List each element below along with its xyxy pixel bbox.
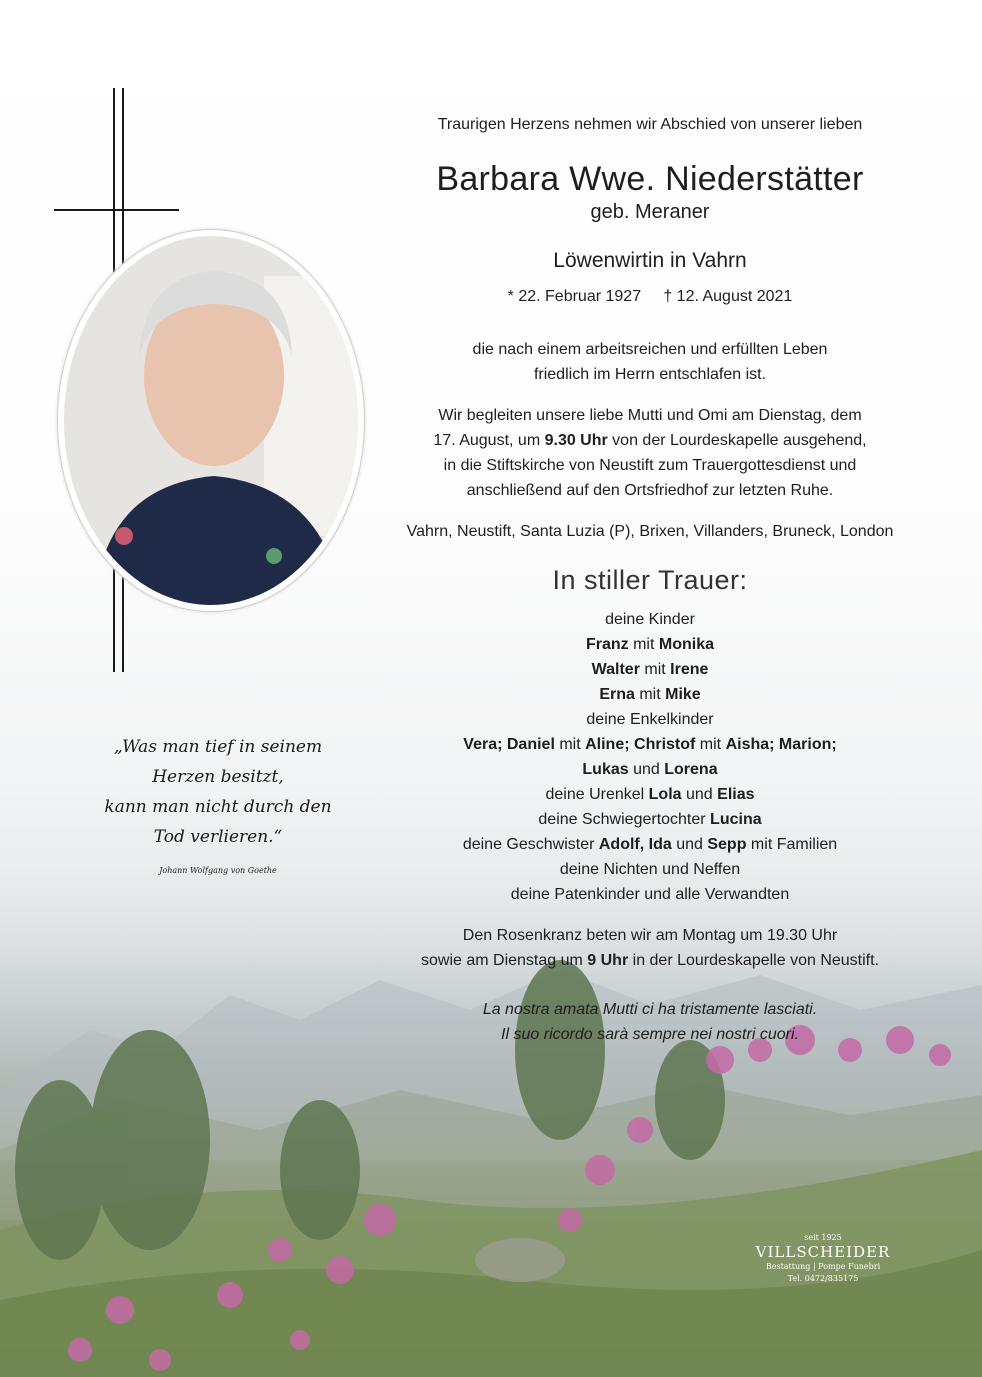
mourner-name: Walter — [591, 661, 640, 678]
mourner-name: Lucina — [710, 811, 762, 828]
connector: mit — [634, 686, 666, 703]
funeral-paragraph — [370, 403, 930, 503]
paragraph-line — [370, 428, 930, 453]
text-segment: in der Lourdeskapelle von Neustift. — [628, 952, 879, 969]
deceased-title: Löwenwirtin in Vahrn — [553, 249, 747, 272]
mourner-name: Adolf, Ida — [598, 836, 672, 853]
deceased-name: Barbara Wwe. Niederstätter — [436, 160, 864, 198]
mourning-heading: In stiller Trauer: — [552, 565, 748, 595]
portrait-image — [64, 236, 358, 605]
logo-subtitle: Bestattung | Pompe Funebri — [765, 1262, 881, 1271]
mourner-name: Sepp — [707, 836, 747, 853]
mourner-line: deine Patenkinder und alle Verwandten — [510, 886, 790, 903]
mourner-line — [370, 732, 930, 757]
mourner-line — [370, 782, 930, 807]
birth-date: * 22. Februar 1927 — [507, 288, 642, 305]
places-list: Vahrn, Neustift, Santa Luzia (P), Brixen, Villanders, Bruneck, London — [406, 523, 894, 540]
mourner-name: Daniel — [506, 736, 555, 753]
mourner-line — [370, 632, 930, 657]
passing-paragraph — [370, 337, 930, 387]
italian-line: La nostra amata Mutti ci ha tristamente lasciati. — [482, 1001, 818, 1018]
italian-line: Il suo ricordo sarà sempre nei nostri cuori. — [501, 1026, 799, 1043]
paragraph-line: Wir begleiten unsere liebe Mutti und Omi am Dienstag, dem — [438, 407, 862, 424]
text-segment: 17. August, um — [433, 432, 545, 449]
mourner-line: deine Nichten und Neffen — [559, 861, 741, 878]
funeral-time: 9.30 Uhr — [544, 432, 608, 449]
rosary-line — [370, 948, 930, 973]
quote-line: Tod verlieren.“ — [153, 827, 283, 847]
logo-phone: Tel. 0472/835175 — [787, 1274, 859, 1283]
relation-label: deine Schwiegertochter — [538, 811, 711, 828]
mourner-line — [370, 807, 930, 832]
death-date: † 12. August 2021 — [663, 288, 793, 305]
mourner-line — [370, 657, 930, 682]
mourner-name: Erna — [599, 686, 635, 703]
mourner-name: Elias — [717, 786, 755, 803]
connector: und — [671, 836, 708, 853]
connector: mit — [554, 736, 586, 753]
rosary-notice — [370, 923, 930, 973]
mourners-list — [370, 607, 930, 907]
mourner-name: Lukas — [582, 761, 629, 778]
paragraph-line: friedlich im Herrn entschlafen ist. — [533, 366, 767, 383]
mourner-name: Monika — [658, 636, 714, 653]
mourner-name: Marion; — [778, 736, 837, 753]
mourner-name: Aline; — [585, 736, 630, 753]
mourner-line — [370, 682, 930, 707]
relation-label: deine Urenkel — [545, 786, 649, 803]
mourner-name: Mike — [665, 686, 701, 703]
connector: mit — [695, 736, 726, 753]
mourner-name: Aisha; — [725, 736, 775, 753]
rosary-line: Den Rosenkranz beten wir am Montag um 19.30 Uhr — [462, 927, 838, 944]
birth-name: geb. Meraner — [590, 201, 710, 223]
text-segment: sowie am Dienstag um — [420, 952, 588, 969]
mourner-name: Irene — [670, 661, 709, 678]
funeral-home-logo — [748, 1233, 898, 1283]
paragraph-line: die nach einem arbeitsreichen und erfüllten Leben — [472, 341, 828, 358]
mourner-line: deine Enkelkinder — [586, 711, 714, 728]
connector: und — [628, 761, 665, 778]
intro-text: Traurigen Herzens nehmen wir Abschied von unserer lieben — [437, 116, 863, 133]
cross-horizontal-bar — [54, 209, 179, 211]
quote-line: Herzen besitzt, — [152, 767, 284, 787]
paragraph-line: in die Stiftskirche von Neustift zum Trauergottesdienst und — [443, 457, 857, 474]
text-segment: von der Lourdeskapelle ausgehend, — [607, 432, 867, 449]
goethe-quote — [70, 732, 366, 852]
quote-line: „Was man tief in seinem — [113, 737, 323, 757]
mourner-name: Franz — [585, 636, 629, 653]
connector: mit — [628, 636, 659, 653]
quote-line: kann man nicht durch den — [104, 797, 332, 817]
mourner-name: Vera; — [463, 736, 503, 753]
paragraph-line: anschließend auf den Ortsfriedhof zur letzten Ruhe. — [466, 482, 834, 499]
connector: mit — [639, 661, 671, 678]
quote-author: Johann Wolfgang von Goethe — [159, 866, 277, 875]
logo-since: seit 1925 — [804, 1233, 842, 1242]
logo-brand: VILLSCHEIDER — [755, 1243, 891, 1261]
relation-label: deine Geschwister — [462, 836, 599, 853]
life-dates — [370, 288, 930, 306]
connector: und — [681, 786, 718, 803]
portrait-photo — [58, 230, 364, 611]
mourner-line: deine Kinder — [605, 611, 695, 628]
mourner-line — [370, 832, 930, 857]
mourner-name: Lorena — [664, 761, 718, 778]
mourner-name: Christof — [634, 736, 696, 753]
mourner-line — [370, 757, 930, 782]
rock — [475, 1238, 565, 1282]
mourner-name: Lola — [648, 786, 682, 803]
connector: mit Familien — [746, 836, 838, 853]
italian-farewell — [370, 997, 930, 1047]
rosary-time: 9 Uhr — [587, 952, 629, 969]
